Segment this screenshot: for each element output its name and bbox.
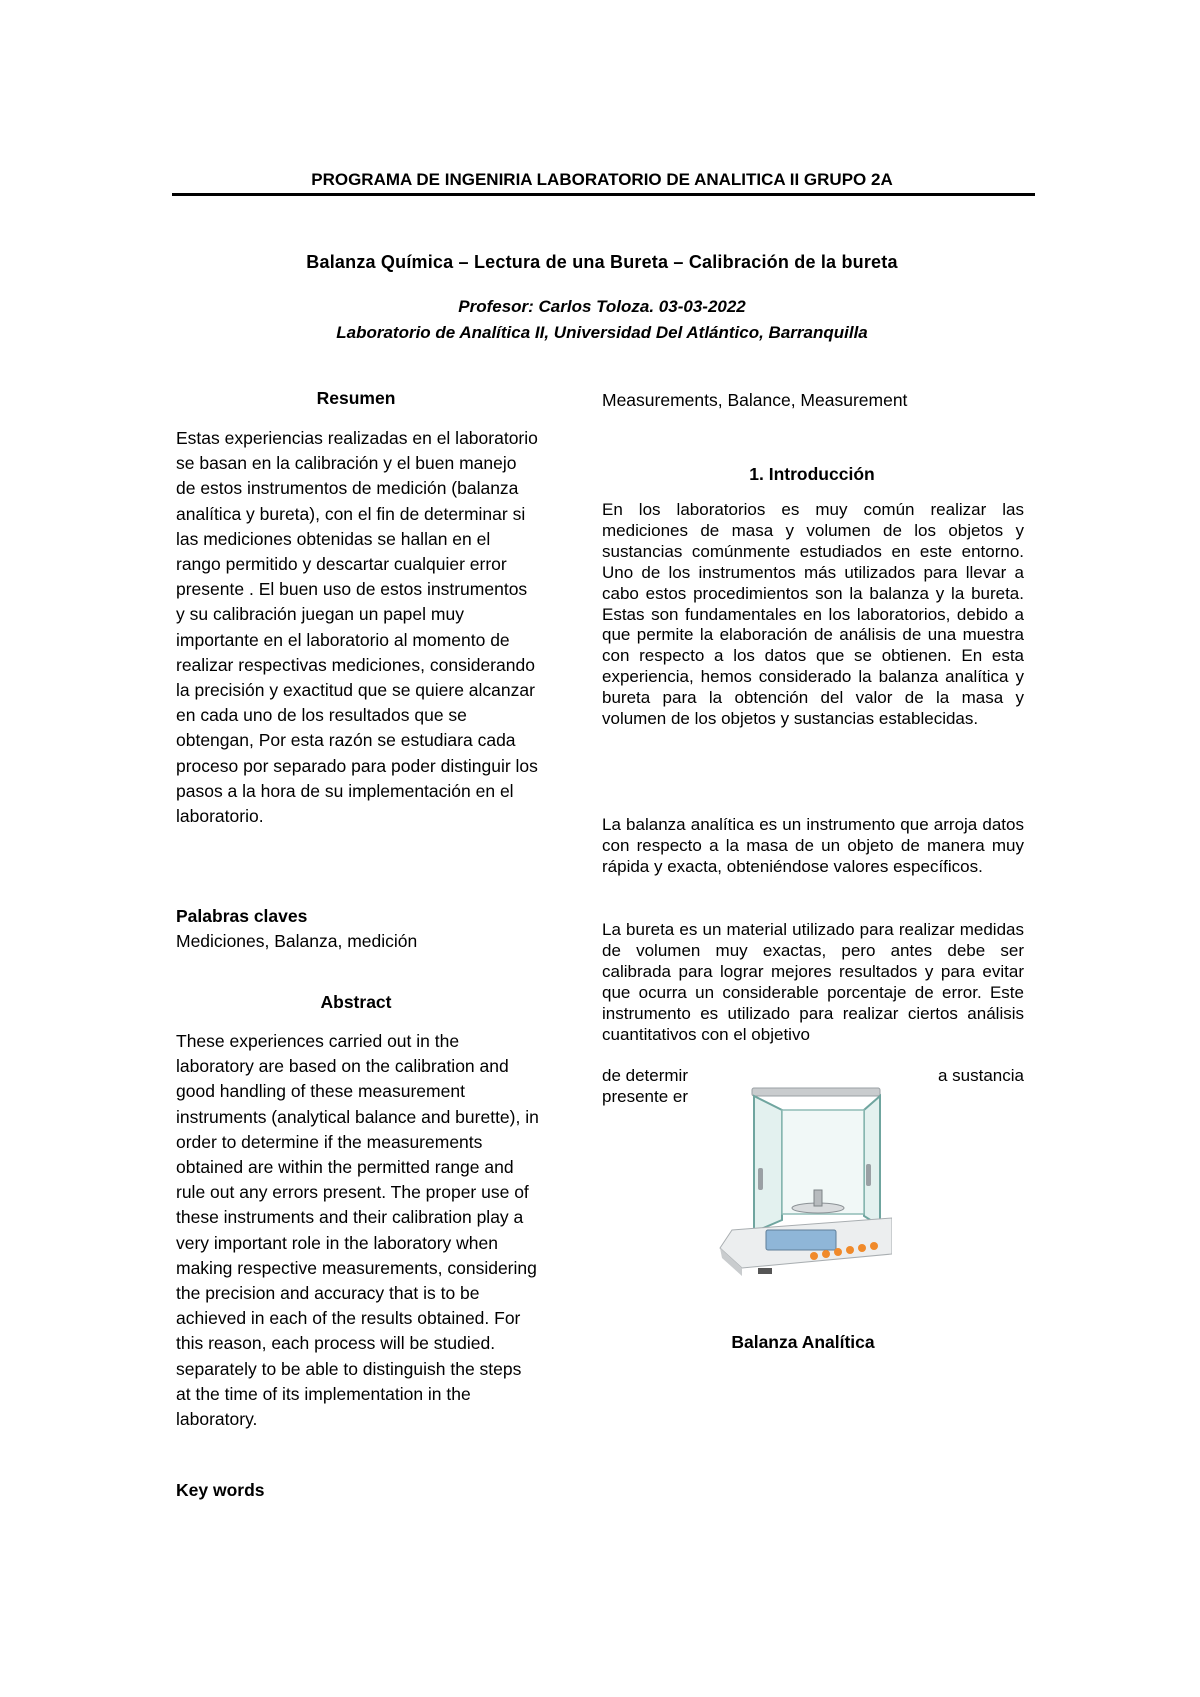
palabras-claves-heading: Palabras claves — [176, 906, 308, 926]
abstract-body: These experiences carried out in the laboratory are based on the calibration and good handling of these measurement instruments (analytical balance and burette), in order to determine if the measurements obtained are within the permitted range and rule out any errors present. The proper use of these instruments and their calibration play a very important role in the laboratory when making respective measurements, considering the precision and accuracy that is to be achieved in each of the results obtained. For this reason, each process will be studied. separately to be able to distinguish the steps at the time of its implementation in the laboratory. — [176, 1031, 539, 1430]
paper-title: Balanza Química – Lectura de una Bureta – Calibración de la bureta — [306, 252, 898, 272]
resumen-heading: Resumen — [316, 388, 396, 408]
paragraph-3-fragment-left: de determir — [602, 1066, 688, 1085]
analytical-balance-image — [714, 1082, 892, 1276]
key-words: Measurements, Balance, Measurement — [602, 390, 908, 410]
key-words-heading: Key words — [176, 1480, 265, 1500]
palabras-claves: Mediciones, Balanza, medición — [176, 931, 418, 951]
figure-caption: Balanza Analítica — [731, 1332, 875, 1352]
introduccion-paragraph-1: En los laboratorios es muy común realizar las mediciones de masa y volumen de los objetos y sustancias comúnmente estudiados en este entorno. Uno de los instrumentos más utilizados para llevar a cabo estos procedimientos son la balanza y la bureta. Estas son fundamentales en los laboratorios, debido a que permite la elaboración de análisis de una muestra con respecto a los datos que se obtienen. En esta experiencia, hemos considerado la balanza analítica y bureta para la obtención del valor de la masa y volumen de los objetos y sustancias establecidas. — [602, 500, 1024, 729]
introduccion-paragraph-3: La bureta es un material utilizado para realizar medidas de volumen muy exactas, pero antes debe ser calibrada para lograr mejores resultados y para evitar que ocurra un considerable porcentaje de error. Este instrumento es utilizado para realizar ciertos análisis cuantitativos con el objetivo — [602, 920, 1024, 1044]
paragraph-3-fragment-right: a sustancia — [938, 1066, 1024, 1085]
professor-line: Profesor: Carlos Toloza. 03-03-2022 — [458, 297, 746, 316]
introduccion-paragraph-2: La balanza analítica es un instrumento que arroja datos con respecto a la masa de un objeto de manera muy rápida y exacta, obteniéndose valores específicos. — [602, 815, 1024, 876]
program-header: PROGRAMA DE INGENIRIA LABORATORIO DE ANALITICA II GRUPO 2A — [311, 170, 893, 189]
abstract-heading: Abstract — [320, 992, 392, 1012]
resumen-body: Estas experiencias realizadas en el laboratorio se basan en la calibración y el buen manejo de estos instrumentos de medición (balanza analítica y bureta), con el fin de determinar si las mediciones obtenidas se hallan en el rango permitido y descartar cualquier error presente . El buen uso de estos instrumentos y su calibración juegan un papel muy importante en el laboratorio al momento de realizar respectivas mediciones, considerando la precisión y exactitud que se quiere alcanzar en cada uno de los resultados que se obtengan, Por esta razón se estudiara cada proceso por separado para poder distinguir los pasos a la hora de su implementación en el laboratorio. — [176, 428, 538, 827]
introduccion-heading: 1. Introducción — [749, 464, 875, 484]
affiliation-line: Laboratorio de Analítica II, Universidad Del Atlántico, Barranquilla — [336, 323, 868, 342]
header-rule — [172, 193, 1035, 196]
paragraph-3-fragment-bottom: presente er — [602, 1087, 688, 1106]
